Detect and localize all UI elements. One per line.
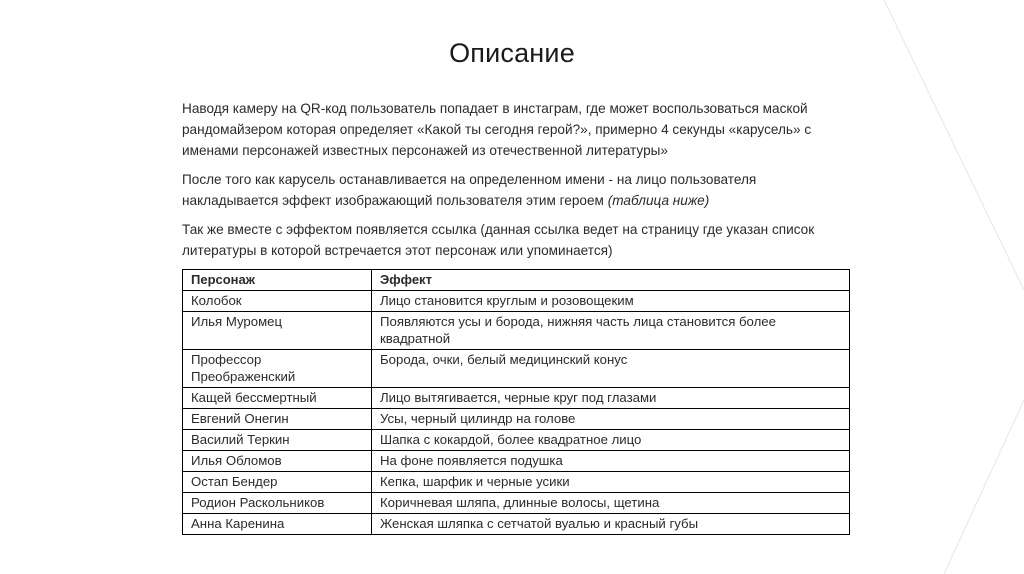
character-cell: Остап Бендер: [183, 472, 372, 493]
effect-cell: Коричневая шляпа, длинные волосы, щетина: [372, 493, 850, 514]
effect-cell: Усы, черный цилиндр на голове: [372, 409, 850, 430]
table-row: [183, 291, 850, 312]
table-row: [183, 312, 850, 350]
effects-table: [182, 269, 850, 535]
character-cell: Кащей бессмертный: [183, 388, 372, 409]
character-cell: Василий Теркин: [183, 430, 372, 451]
table-reference: (таблица ниже): [607, 193, 710, 208]
carousel-paragraph-text: После того как карусель останавливается на определенном имени - на лицо пользователя накладывается эффект изображающий пользователя этим героем: [182, 172, 757, 208]
effect-cell: На фоне появляется подушка: [372, 451, 850, 472]
effect-cell: Шапка с кокардой, более квадратное лицо: [372, 430, 850, 451]
effect-cell: Женская шляпка с сетчатой вуалью и красный губы: [372, 514, 850, 535]
table-row: [183, 472, 850, 493]
table-row: [183, 493, 850, 514]
character-cell: Профессор Преображенский: [183, 350, 372, 388]
table-row: [183, 409, 850, 430]
table-row: [183, 451, 850, 472]
character-cell: Родион Раскольников: [183, 493, 372, 514]
character-cell: Евгений Онегин: [183, 409, 372, 430]
header-effect: Эффект: [372, 270, 850, 291]
header-character: Персонаж: [183, 270, 372, 291]
effect-cell: Лицо вытягивается, черные круг под глазами: [372, 388, 850, 409]
character-cell: Илья Муромец: [183, 312, 372, 350]
slide-content: [182, 98, 854, 535]
slide-corner-decoration: [884, 0, 1024, 574]
character-cell: Колобок: [183, 291, 372, 312]
table-row: [183, 514, 850, 535]
effect-cell: Появляются усы и борода, нижняя часть лица становится более квадратной: [372, 312, 850, 350]
character-cell: Анна Каренина: [183, 514, 372, 535]
table-row: [183, 350, 850, 388]
effect-cell: Кепка, шарфик и черные усики: [372, 472, 850, 493]
intro-paragraph: Наводя камеру на QR-код пользователь попадает в инстаграм, где может воспользоваться маской рандомайзером которая определяет «Какой ты сегодня герой?», примерно 4 секунды «карусель» с именами персонажей известных персонажей из отечественной литературы»: [182, 101, 812, 158]
slide-title: Описание: [449, 38, 575, 68]
carousel-paragraph: [182, 169, 854, 211]
table-row: [183, 430, 850, 451]
character-cell: Илья Обломов: [183, 451, 372, 472]
table-row: [183, 388, 850, 409]
table-body: [183, 291, 850, 535]
table-header-row: [183, 270, 850, 291]
effect-cell: Лицо становится круглым и розовощеким: [372, 291, 850, 312]
link-paragraph: Так же вместе с эффектом появляется ссылка (данная ссылка ведет на страницу где указан список литературы в которой встречается этот персонаж или упоминается): [182, 222, 815, 258]
effect-cell: Борода, очки, белый медицинский конус: [372, 350, 850, 388]
